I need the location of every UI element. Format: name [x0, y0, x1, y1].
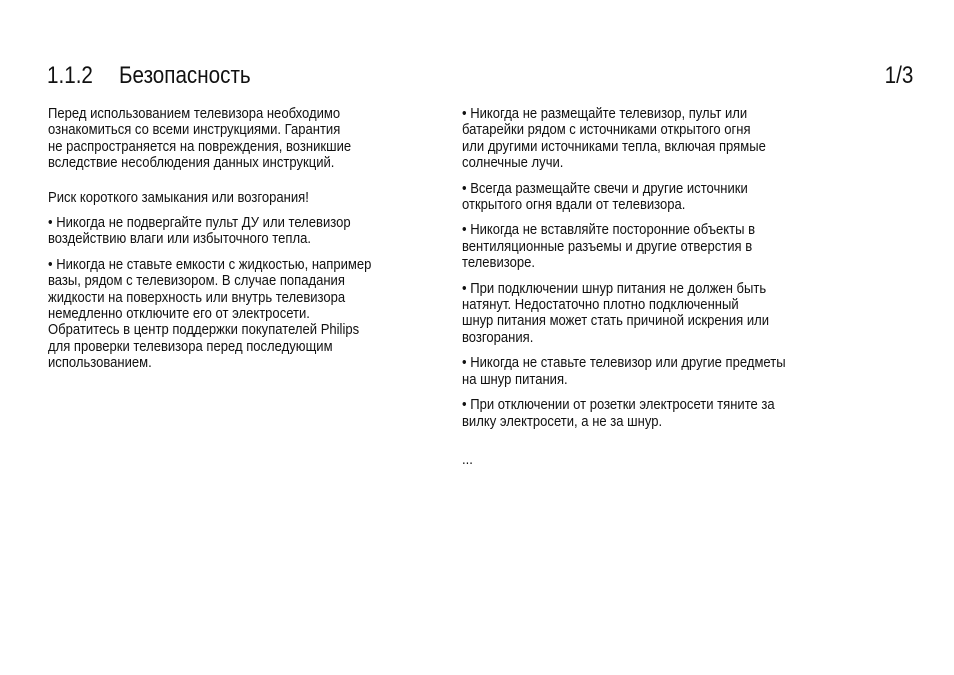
page-indicator: 1/3	[884, 62, 913, 89]
intro-paragraph: Перед использованием телевизора необходимо ознакомиться со всеми инструкциями. Гарантия не распространяется на повреждения, возникшие вследствие несоблюдения данных инструкций.	[48, 106, 352, 172]
section-title: Безопасность	[119, 62, 251, 89]
safety-item: • Никогда не ставьте телевизор или другие предметы на шнур питания.	[462, 355, 786, 388]
safety-item: • Всегда размещайте свечи и другие источники открытого огня вдали от телевизора.	[462, 180, 748, 214]
safety-item: • Никогда не подвергайте пульт ДУ или телевизор воздействию влаги или избыточного тепла.	[48, 215, 351, 248]
left-column	[48, 106, 431, 381]
safety-item: • При подключении шнур питания не должен быть натянут. Недостаточно плотно подключенный шнур питания может стать причиной искрения или возгорания.	[462, 280, 770, 346]
safety-item: • Никогда не размещайте телевизор, пульт или батарейки рядом с источниками открытого огня или другими источниками тепла, включая прямые солнечные лучи.	[462, 106, 766, 172]
right-column	[462, 106, 845, 477]
safety-item: • Никогда не вставляйте посторонние объекты в вентиляционные разъемы и другие отверстия в телевизоре.	[462, 222, 756, 272]
page-header	[47, 60, 913, 94]
risk-heading: Риск короткого замыкания или возгорания!	[48, 189, 309, 206]
safety-item: • Никогда не ставьте емкости с жидкостью, например вазы, рядом с телевизором. В случае попадания жидкости на поверхность или внутрь телевизора немедленно отключите его от электросети. Обратитесь в центр поддержки покупателей Philips для проверки телевизора перед последующим использованием.	[48, 256, 372, 372]
section-number: 1.1.2	[47, 62, 93, 89]
safety-item: • При отключении от розетки электросети тяните за вилку электросети, а не за шнур.	[462, 397, 775, 430]
continuation-ellipsis: ...	[462, 451, 473, 468]
